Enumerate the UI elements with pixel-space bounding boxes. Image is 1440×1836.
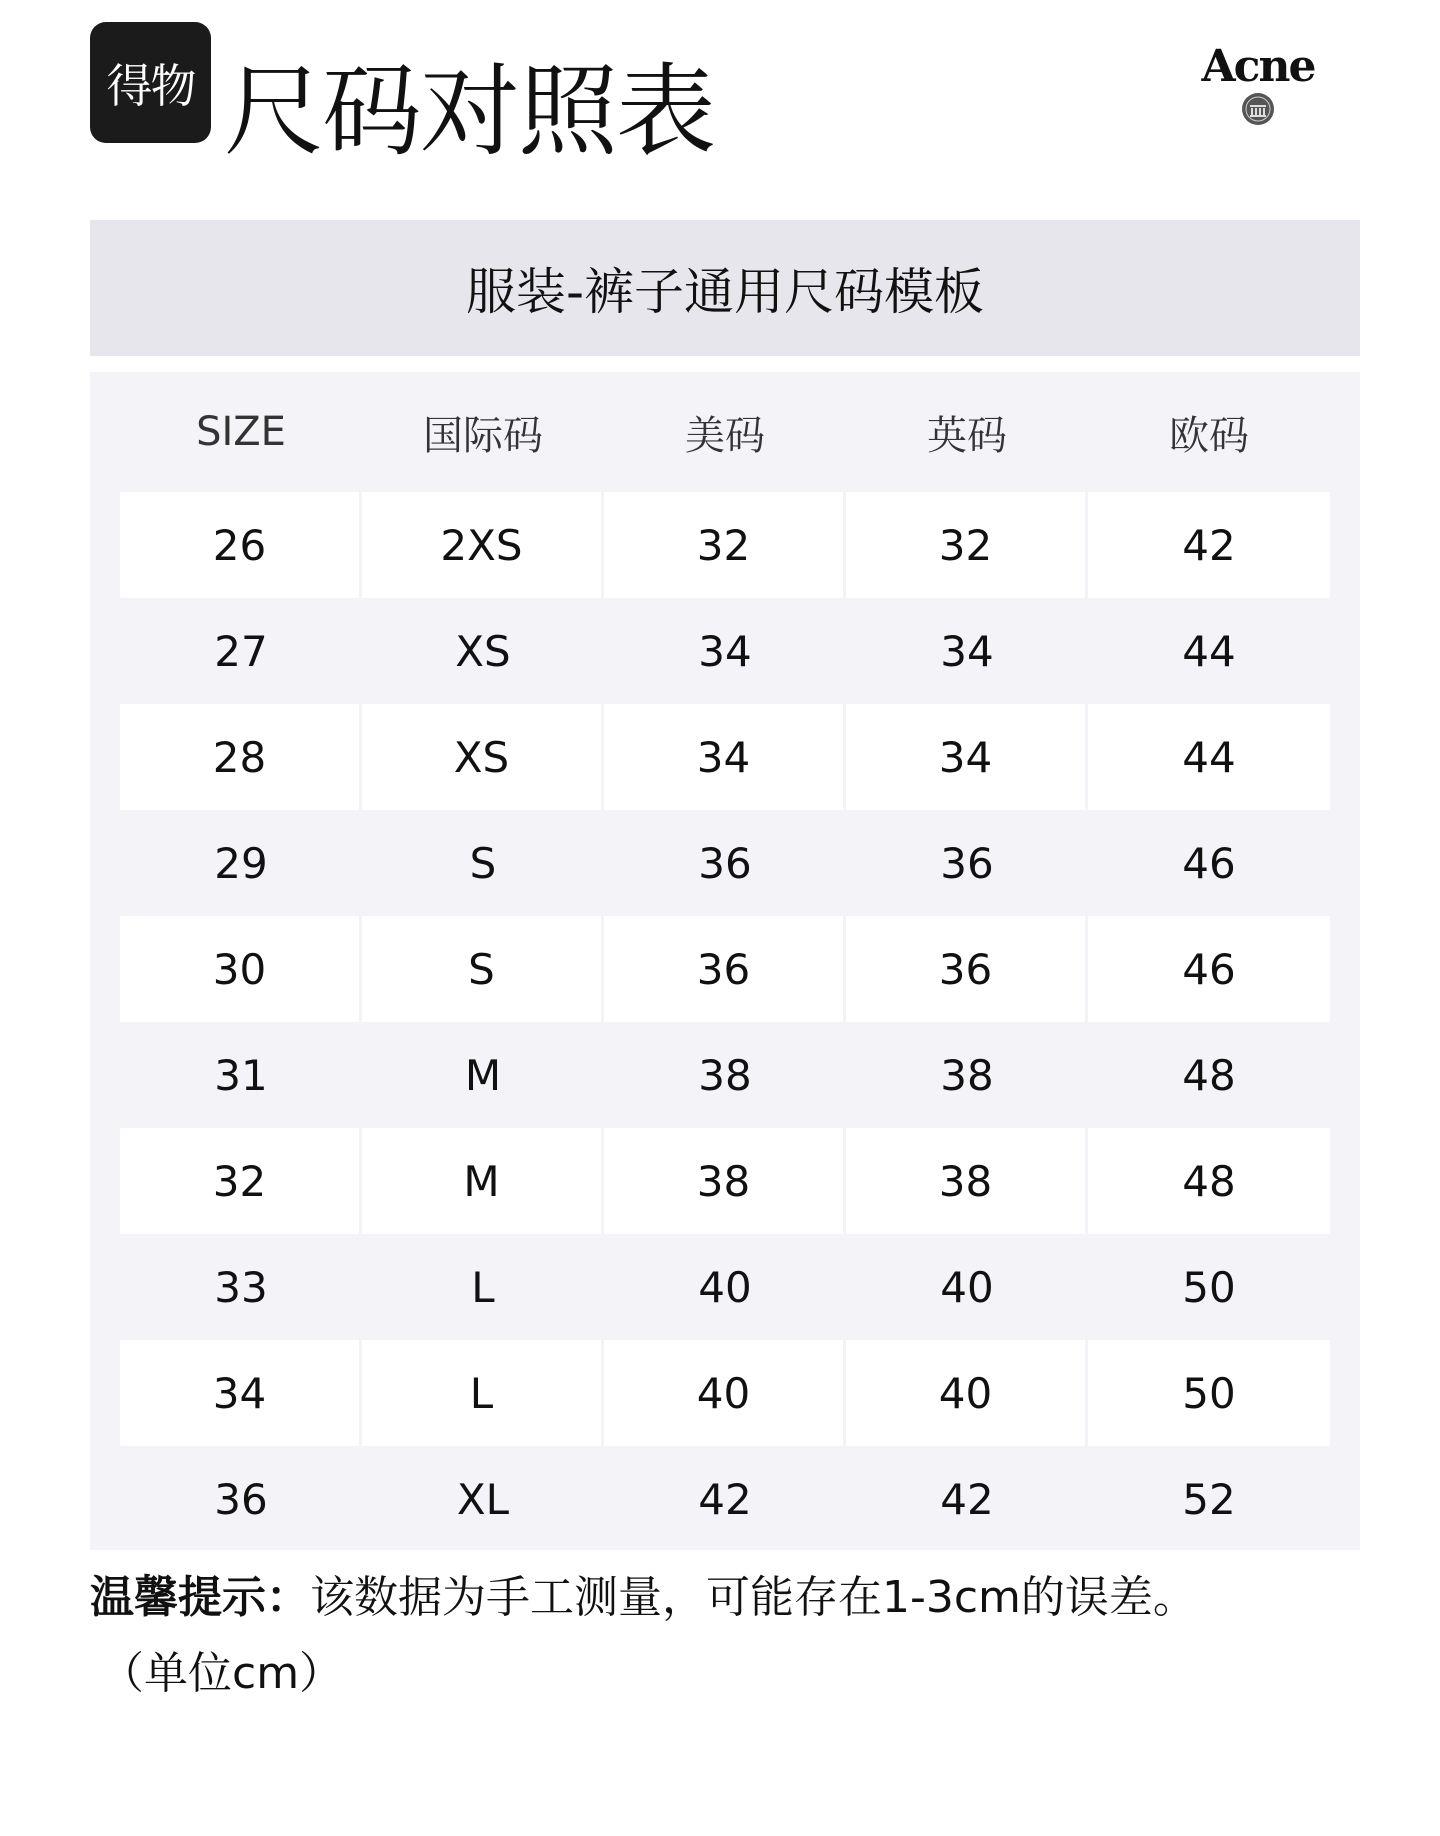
table-cell: L [471, 1262, 495, 1312]
page-title: 尺码对照表 [224, 53, 714, 170]
table-cell: L [362, 1340, 604, 1446]
table-cell: 46 [1182, 838, 1236, 888]
table-row [120, 1340, 1330, 1446]
header [90, 22, 1360, 172]
table-cell: 42 [698, 1474, 752, 1524]
table-cell: 38 [940, 1050, 994, 1100]
table-cell: 36 [698, 838, 752, 888]
table-cell: 46 [1088, 916, 1330, 1022]
table-cell: XL [456, 1474, 510, 1524]
table-cell: 33 [214, 1262, 268, 1312]
note-label: 温馨提示： [90, 1572, 310, 1623]
table-cell: M [464, 1050, 502, 1100]
table-cell: 34 [698, 626, 752, 676]
table-row [120, 1234, 1330, 1340]
table-cell: 40 [940, 1262, 994, 1312]
table-row [120, 1022, 1330, 1128]
table-cell: 34 [120, 1340, 362, 1446]
table-cell: 40 [698, 1262, 752, 1312]
table-cell: 40 [846, 1340, 1088, 1446]
table-row [120, 492, 1330, 598]
table-cell: 36 [214, 1474, 268, 1524]
column-header-us: 美码 [685, 412, 765, 459]
table-cell: 42 [1088, 492, 1330, 598]
app-logo: 得物 [90, 22, 211, 143]
column-header-eu: 欧码 [1169, 412, 1249, 459]
table-cell: 32 [846, 492, 1088, 598]
table-cell: 36 [604, 916, 846, 1022]
table-cell: 38 [698, 1050, 752, 1100]
table-cell: 27 [214, 626, 268, 676]
table-row [120, 916, 1330, 1022]
column-header-size: SIZE [196, 409, 286, 455]
table-header [120, 372, 1330, 492]
table-row [120, 598, 1330, 704]
table-cell: 34 [846, 704, 1088, 810]
table-cell: 38 [604, 1128, 846, 1234]
table-cell: 48 [1088, 1128, 1330, 1234]
table-cell: 32 [604, 492, 846, 598]
note-text: 该数据为手工测量，可能存在1-3cm的误差。 [310, 1572, 1197, 1623]
size-table [90, 372, 1360, 1550]
brand-name: Acne [1201, 41, 1315, 92]
template-title: 服装-裤子通用尺码模板 [90, 220, 1360, 356]
table-cell: 50 [1182, 1262, 1236, 1312]
note [90, 1562, 1390, 1634]
brand-logo [1198, 42, 1318, 152]
table-cell: 44 [1088, 704, 1330, 810]
table-cell: XS [362, 704, 604, 810]
table-cell: 52 [1182, 1474, 1236, 1524]
table-cell: 50 [1088, 1340, 1330, 1446]
table-cell: 32 [120, 1128, 362, 1234]
table-cell: 34 [604, 704, 846, 810]
table-cell: 2XS [362, 492, 604, 598]
table-cell: 34 [940, 626, 994, 676]
table-cell: 28 [120, 704, 362, 810]
table-cell: 42 [940, 1474, 994, 1524]
table-cell: 40 [604, 1340, 846, 1446]
table-cell: 31 [214, 1050, 268, 1100]
table-cell: M [362, 1128, 604, 1234]
table-body [120, 492, 1330, 1552]
brand-seal-icon [1241, 92, 1275, 126]
table-row [120, 1128, 1330, 1234]
table-cell: XS [455, 626, 511, 676]
table-cell: 30 [120, 916, 362, 1022]
table-cell: 36 [846, 916, 1088, 1022]
table-cell: 48 [1182, 1050, 1236, 1100]
table-cell: S [362, 916, 604, 1022]
table-cell: 29 [214, 838, 268, 888]
column-header-international: 国际码 [423, 412, 543, 459]
table-cell: 36 [940, 838, 994, 888]
unit-note: （单位cm） [100, 1648, 344, 1699]
table-row [120, 1446, 1330, 1552]
table-cell: S [469, 838, 497, 888]
table-cell: 26 [120, 492, 362, 598]
table-cell: 44 [1182, 626, 1236, 676]
table-row [120, 810, 1330, 916]
column-header-uk: 英码 [927, 412, 1007, 459]
table-row [120, 704, 1330, 810]
table-cell: 38 [846, 1128, 1088, 1234]
